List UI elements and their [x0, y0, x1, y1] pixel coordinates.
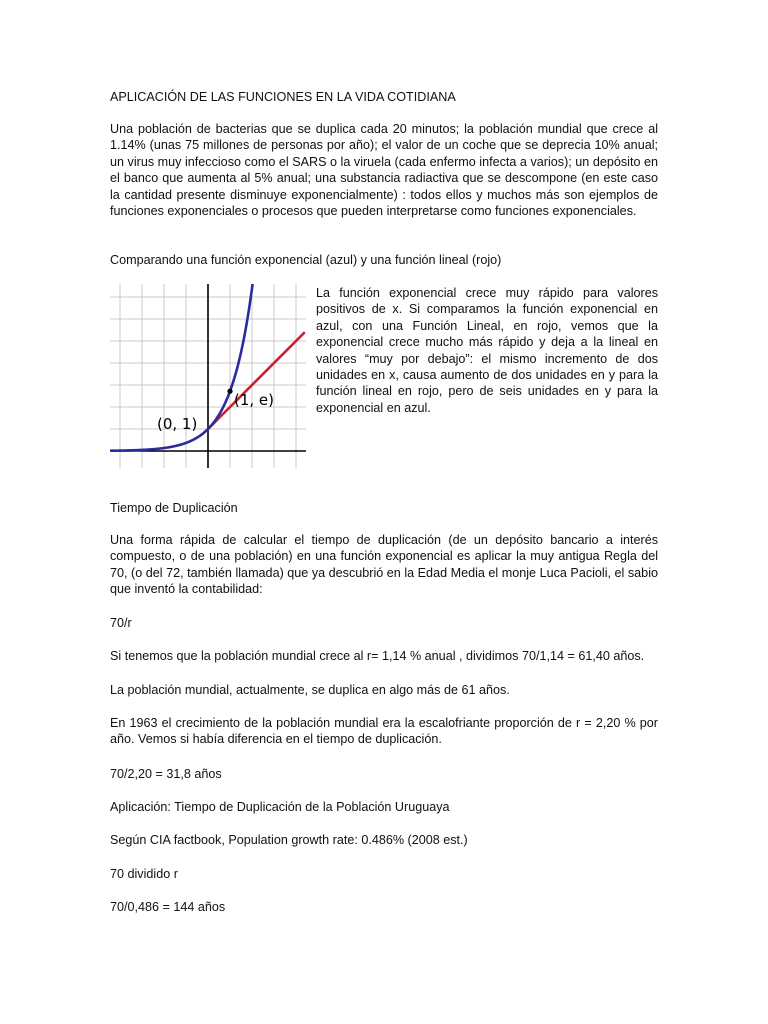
seventy-divided-line: 70 dividido r [110, 867, 178, 881]
exponential-vs-linear-graph [110, 284, 306, 468]
calc-1963: 70/2,20 = 31,8 años [110, 767, 222, 781]
point-1-e [227, 389, 232, 394]
doubling-paragraph: Una forma rápida de calcular el tiempo de duplicación (de un depósito bancario a interés compuesto, o de una población) en una función exponencial es aplicar la muy antigua Regla del 70, (o del 72, también llamada) que ya descubrió en la Edad Media el monje Luca Pacioli, el sabio que inventó la contabilidad: [110, 533, 658, 597]
intro-paragraph: Una población de bacterias que se duplica cada 20 minutos; la población mundial que crece al 1.14% (unas 75 millones de personas por año); el valor de un coche que se deprecia 10% anual; un virus muy infeccioso como el SARS o la viruela (cada enfermo infecta a varios); un depósito en el banco que aumenta al 5% anual; una substancia radiactiva que se descompone (en este caso la cantidad presente disminuye exponencialmente) : todos ellos y muchos más son ejemplos de funciones exponenciales o procesos que pueden interpretarse como funciones exponenciales. [110, 122, 658, 219]
formula: 70/r [110, 616, 132, 630]
world-conclusion: La población mundial, actualmente, se duplica en algo más de 61 años. [110, 683, 510, 697]
uruguay-calc: 70/0,486 = 144 años [110, 900, 226, 914]
comparison-paragraph: La función exponencial crece muy rápido para valores positivos de x. Si comparamos la función exponencial en azul, con una Función Lineal, en rojo, vemos que la exponencial crece mucho más rápido y deja a la lineal en valores “muy por debajo”: el mismo incremento de dos unidades en x, causa aumento de dos unidades en y para la función lineal en rojo, pero de seis unidades en y para la exponencial en azul. [316, 286, 658, 415]
cia-factbook-line: Según CIA factbook, Population growth rate: 0.486% (2008 est.) [110, 833, 468, 847]
comparison-heading: Comparando una función exponencial (azul) y una función lineal (rojo) [110, 253, 502, 267]
page-title: APLICACIÓN DE LAS FUNCIONES EN LA VIDA COTIDIANA [110, 90, 456, 104]
world-example: Si tenemos que la población mundial crece al r= 1,14 % anual , dividimos 70/1,14 = 61,40 años. [110, 649, 645, 663]
label-0-1: (0, 1) [157, 415, 198, 433]
doubling-heading: Tiempo de Duplicación [110, 501, 238, 515]
paragraph-1963: En 1963 el crecimiento de la población mundial era la escalofriante proporción de r = 2,20 % por año. Vemos si había diferencia en el tiempo de duplicación. [110, 716, 658, 747]
uruguay-heading: Aplicación: Tiempo de Duplicación de la Población Uruguaya [110, 800, 450, 814]
label-1-e: (1, e) [234, 391, 275, 409]
